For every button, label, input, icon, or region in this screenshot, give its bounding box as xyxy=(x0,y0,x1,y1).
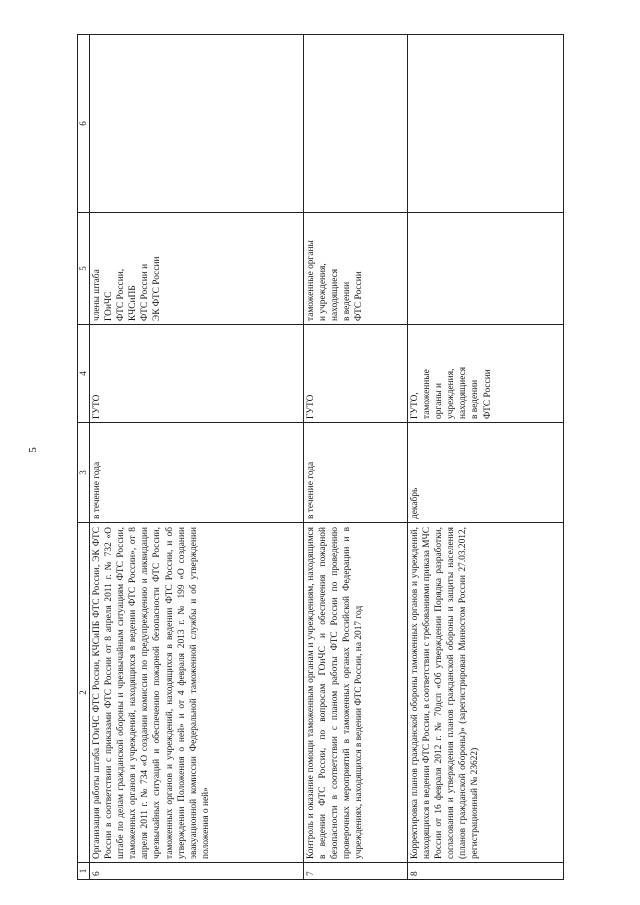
col-header-3: 3 xyxy=(78,423,90,523)
page-number: 5 xyxy=(26,447,39,453)
col-header-2: 2 xyxy=(78,523,90,863)
row-number: 7 xyxy=(304,863,408,880)
row-participants: таможенные органы и учреждения, находящиеся в ведении ФТС России xyxy=(304,213,408,325)
row-number: 8 xyxy=(408,863,564,880)
row-note xyxy=(304,35,408,213)
row-note xyxy=(408,35,564,213)
row-responsible: ГУТО xyxy=(90,325,304,423)
table-row xyxy=(90,35,304,880)
row-responsible: ГУТО, таможенные органы и учреждения, находящиеся в ведении ФТС России xyxy=(408,325,564,423)
table-row xyxy=(408,35,564,880)
col-header-5: 5 xyxy=(78,213,90,325)
row-term: в течение года xyxy=(90,423,304,523)
row-term: декабрь xyxy=(408,423,564,523)
row-number: 6 xyxy=(90,863,304,880)
row-responsible: ГУТО xyxy=(304,325,408,423)
row-description: Корректировка планов гражданской обороны таможенных органов и учреждений, находящихся в ведении ФТС России, в соответствии с требованиями приказа МЧС России от 16 февраля 2012 г. № 70дсп «Об утверждении Порядка разработки, согласования и утверждения планов гражданской обороны и защиты населения (планов гражданской обороны)» (зарегистрирован Минюстом России 27.03.2012, регистрационный № 23622) xyxy=(408,523,564,863)
row-description: Организация работы штаба ГОиЧС ФТС России, КЧСиПБ ФТС России, ЭК ФТС России в соответствии с приказами ФТС России от 8 апреля 2011 г. № 732 «О штабе по делам гражданской обороны и чрезвычайным ситуациям ФТС России, таможенных органов и учреждений, находящихся в ведении ФТС России», от 8 апреля 2011 г. № 734 «О создании комиссии по предупреждению и ликвидации чрезвычайных ситуаций и обеспечению пожарной безопасности ФТС России, таможенных органов и учреждений, находящихся в ведении ФТС России, и об утверждении Положения о ней» и от 4 февраля 2013 г. № 199 «О создании эвакуационной комиссии Федеральной таможенной службы и об утверждении положения о ней» xyxy=(90,523,304,863)
row-term: в течение года xyxy=(304,423,408,523)
row-description: Контроль и оказание помощи таможенным органам и учреждениям, находящимся в ведении ФТС России, по вопросам ГОиЧС и обеспечения пожарной безопасности в соответствии с планом работы ФТС России по проведению проверочных мероприятий в таможенных органах Российской Федерации и в учреждениях, находящихся в ведении ФТС России, на 2017 год xyxy=(304,523,408,863)
plan-table xyxy=(77,34,564,880)
col-header-4: 4 xyxy=(78,325,90,423)
row-participants xyxy=(408,213,564,325)
row-note xyxy=(90,35,304,213)
header-row xyxy=(78,35,90,880)
col-header-1: 1 xyxy=(78,863,90,880)
row-participants: члены штаба ГОиЧС ФТС России, КЧСиПБ ФТС России и ЭК ФТС России xyxy=(90,213,304,325)
table-row xyxy=(304,35,408,880)
rotated-table-wrapper xyxy=(77,35,617,880)
col-header-6: 6 xyxy=(78,35,90,213)
